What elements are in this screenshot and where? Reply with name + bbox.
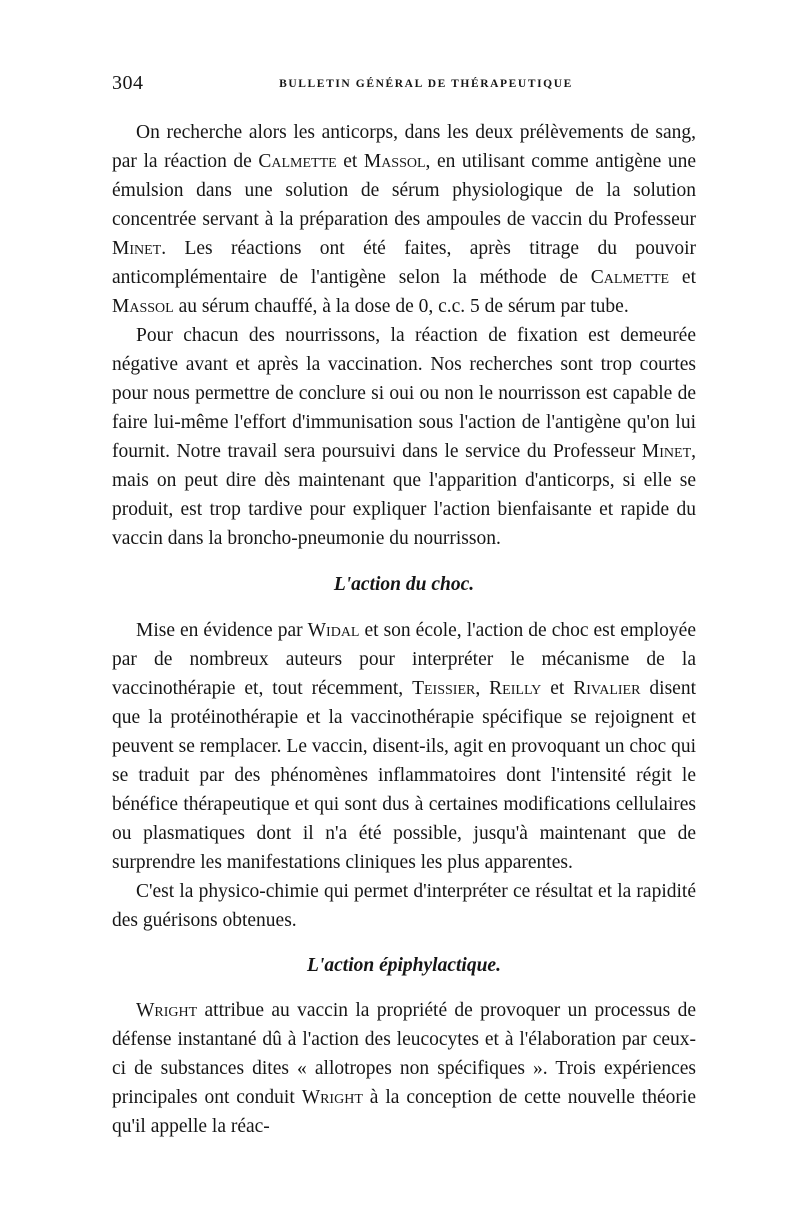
author-name: Calmette xyxy=(590,267,670,288)
author-name: Wright xyxy=(136,1000,198,1021)
body-text xyxy=(112,118,696,1141)
author-name: Teissier xyxy=(412,678,476,699)
paragraph-wright-theory: Wright attribue au vaccin la propriété de provoquer un processus de défense instantané dû à l'action des leucocytes et à l'élaboration par ceux-ci de substances dites « allotropes non spécifiques ». Trois expériences principales ont conduit Wright à la conception de cette nouvelle théorie qu'il appelle la réac- xyxy=(112,1000,696,1137)
page-header xyxy=(112,72,700,96)
running-title: BULLETIN GÉNÉRAL DE THÉRAPEUTIQUE xyxy=(279,78,573,90)
author-name: Calmette xyxy=(258,151,337,172)
author-name: Minet xyxy=(112,238,162,259)
author-name: Massol xyxy=(112,296,174,317)
author-name: Reilly xyxy=(489,678,542,699)
section-heading-choc: L'action du choc. xyxy=(333,574,475,595)
author-name: Massol xyxy=(363,151,426,172)
author-name: Wright xyxy=(301,1087,363,1108)
paragraph-physico-chemistry: C'est la physico-chimie qui permet d'interpréter ce résultat et la rapidité des guérisons obtenues. xyxy=(112,881,696,931)
author-name: Minet xyxy=(641,441,692,462)
paragraph-fixation-results: Pour chacun des nourrissons, la réaction de fixation est demeurée négative avant et après la vaccination. Nos recherches sont trop courtes pour nous permettre de conclure si oui ou non le nourrisson est capable de faire lui-même l'effort d'immunisation sous l'action de l'antigène qu'on lui fournit. Notre travail sera poursuivi dans le service du Professeur Minet, mais on peut dire dès maintenant que l'apparition d'anticorps, si elle se produit, est trop tardive pour expliquer l'action bienfaisante et rapide du vaccin dans la broncho-pneumonie du nourrisson. xyxy=(112,325,696,549)
paragraph-antibody-research: On recherche alors les anticorps, dans les deux prélèvements de sang, par la réaction de Calmette et Massol, en utilisant comme antigène une émulsion dans une solution de sérum physiologique de la solution concentrée servant à la préparation des ampoules de vaccin du Professeur Minet. Les réactions ont été faites, après titrage du pouvoir anticomplémentaire de l'antigène selon la méthode de Calmette et Massol au sérum chauffé, à la dose de 0, c.c. 5 de sérum par tube. xyxy=(112,122,696,317)
author-name: Rivalier xyxy=(573,678,641,699)
author-name: Widal xyxy=(307,620,360,641)
page-number: 304 xyxy=(112,72,144,94)
paragraph-shock-action: Mise en évidence par Widal et son école, l'action de choc est employée par de nombreux auteurs pour interpréter le mécanisme de la vaccinothérapie et, tout récemment, Teissier, Reilly et Rivalier disent que la protéinothérapie et la vaccinothérapie spécifique se rejoignent et peuvent se remplacer. Le vaccin, disent-ils, agit en provoquant un choc qui se traduit par des phénomènes inflammatoires dont l'intensité régit le bénéfice thérapeutique et qui sont dus à certaines modifications cellulaires ou plasmatiques dont il n'a été possible, jusqu'à maintenant que de surprendre les manifestations cliniques les plus apparentes. xyxy=(112,620,696,873)
section-heading-epiphylactique: L'action épiphylactique. xyxy=(307,955,501,976)
